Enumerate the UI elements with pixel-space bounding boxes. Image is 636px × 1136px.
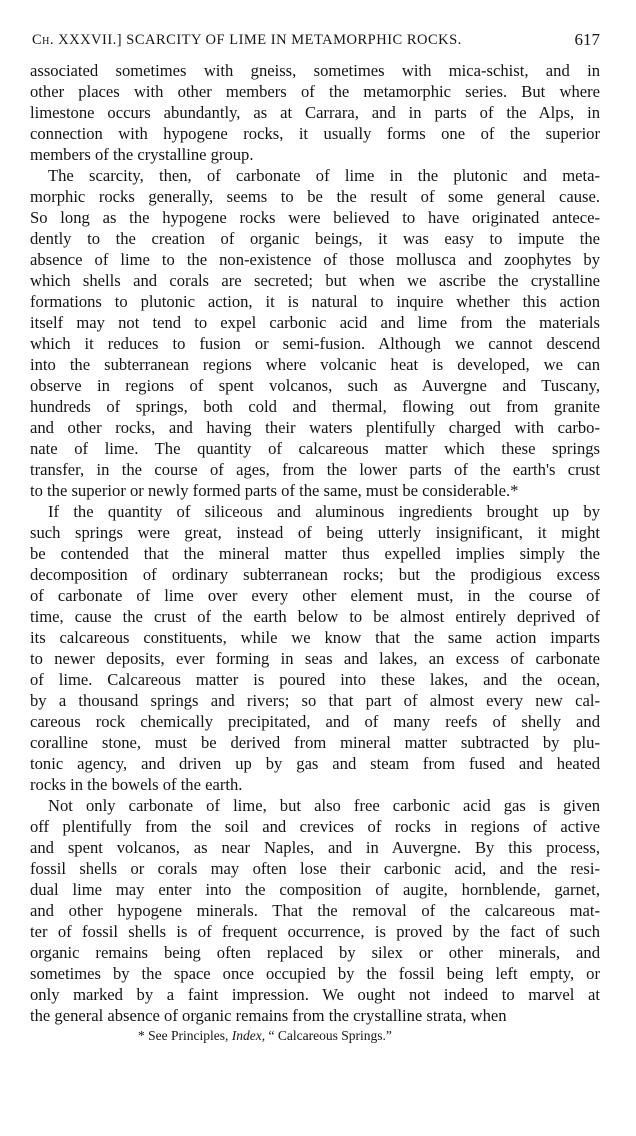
footnote-lead: * See Principles, — [138, 1028, 229, 1043]
text-line: time, cause the crust of the earth below to be almost entirely deprived of — [30, 607, 600, 626]
text-line: of lime. Calcareous matter is poured into these lakes, and the ocean, — [30, 670, 600, 689]
footnote-italic: Index, — [231, 1028, 266, 1043]
text-line: tonic agency, and driven up by gas and steam from fused and heated — [30, 754, 600, 773]
text-line: and spent volcanos, as near Naples, and in Auvergne. By this process, — [30, 838, 600, 857]
text-line: organic remains being often replaced by silex or other minerals, and — [30, 943, 600, 962]
text-line: be contended that the mineral matter thus expelled implies simply the — [30, 544, 600, 563]
text-line: which shells and corals are secreted; but when we ascribe the crystalline — [30, 271, 600, 290]
text-line: which it reduces to fusion or semi-fusion. Although we cannot descend — [30, 334, 600, 353]
text-line: If the quantity of siliceous and aluminous ingredients brought up by — [48, 502, 600, 521]
paragraph — [30, 60, 600, 165]
text-line: only marked by a faint impression. We ought not indeed to marvel at — [30, 985, 600, 1004]
text-line: observe in regions of spent volcanos, such as Auvergne and Tuscany, — [30, 376, 600, 395]
text-line: connection with hypogene rocks, it usually forms one of the superior — [30, 124, 600, 143]
text-line: itself may not tend to expel carbonic acid and lime from the materials — [30, 313, 600, 332]
text-line: hundreds of springs, both cold and thermal, flowing out from granite — [30, 397, 600, 416]
paragraph — [30, 501, 600, 795]
text-line: nate of lime. The quantity of calcareous matter which these springs — [30, 439, 600, 458]
text-line: coralline stone, must be derived from mineral matter subtracted by plu- — [30, 733, 600, 752]
footnote-rest: “ Calcareous Springs.” — [268, 1028, 392, 1043]
text-line: off plentifully from the soil and crevices of rocks in regions of active — [30, 817, 600, 836]
text-line: transfer, in the course of ages, from the lower parts of the earth's crust — [30, 460, 600, 479]
text-line: to the superior or newly formed parts of the same, must be considerable.* — [30, 481, 519, 500]
text-line: and other hypogene minerals. That the removal of the calcareous mat- — [30, 901, 600, 920]
text-line: such springs were great, instead of being utterly insignificant, it might — [30, 523, 600, 542]
text-line: limestone occurs abundantly, as at Carrara, and in parts of the Alps, in — [30, 103, 600, 122]
paragraph — [30, 165, 600, 501]
running-head: Ch. XXXVII.] SCARCITY OF LIME IN METAMORPHIC ROCKS. — [32, 32, 462, 48]
text-line: Not only carbonate of lime, but also free carbonic acid gas is given — [48, 796, 600, 815]
text-line: formations to plutonic action, it is natural to inquire whether this action — [30, 292, 600, 311]
text-line: of carbonate of lime over every other element must, in the course of — [30, 586, 600, 605]
text-line: So long as the hypogene rocks were believed to have originated antece- — [30, 208, 600, 227]
text-line: The scarcity, then, of carbonate of lime in the plutonic and meta- — [48, 166, 600, 185]
footnote — [30, 1028, 600, 1044]
body-text — [30, 60, 600, 1026]
text-line: by a thousand springs and rivers; so that part of almost every new cal- — [30, 691, 600, 710]
text-line: to newer deposits, ever forming in seas and lakes, an excess of carbonate — [30, 649, 600, 668]
text-line: sometimes by the space once occupied by the fossil being left empty, or — [30, 964, 600, 983]
text-line: members of the crystalline group. — [30, 145, 254, 164]
text-line: into the subterranean regions where volcanic heat is developed, we can — [30, 355, 600, 374]
text-line: fossil shells or corals may often lose their carbonic acid, and the resi- — [30, 859, 600, 878]
text-line: absence of lime to the non-existence of those mollusca and zoophytes by — [30, 250, 600, 269]
text-line: the general absence of organic remains from the crystalline strata, when — [30, 1006, 507, 1025]
text-line: decomposition of ordinary subterranean rocks; but the prodigious excess — [30, 565, 600, 584]
text-line: and other rocks, and having their waters plentifully charged with carbo- — [30, 418, 600, 437]
text-line: morphic rocks generally, seems to be the result of some general cause. — [30, 187, 600, 206]
text-line: other places with other members of the metamorphic series. But where — [30, 82, 600, 101]
text-line: rocks in the bowels of the earth. — [30, 775, 243, 794]
text-line: careous rock chemically precipitated, and of many reefs of shelly and — [30, 712, 600, 731]
text-line: ter of fossil shells is of frequent occurrence, is proved by the fact of such — [30, 922, 600, 941]
page-header — [30, 28, 600, 58]
book-page — [30, 28, 600, 1044]
page-number: 617 — [574, 30, 600, 49]
text-line: associated sometimes with gneiss, sometimes with mica-schist, and in — [30, 61, 600, 80]
paragraph — [30, 795, 600, 1026]
text-line: its calcareous constituents, while we know that the same action imparts — [30, 628, 600, 647]
text-line: dently to the creation of organic beings, it was easy to impute the — [30, 229, 600, 248]
text-line: dual lime may enter into the composition of augite, hornblende, garnet, — [30, 880, 600, 899]
